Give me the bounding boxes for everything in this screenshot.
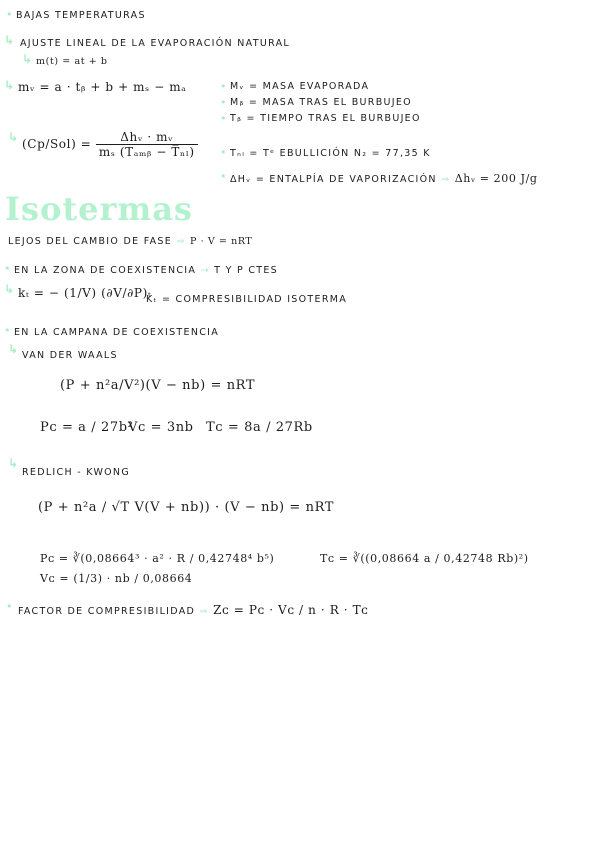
heat-capacity-denominator: mₛ (Tₐₘᵦ − T̅ₙₗ) — [98, 145, 195, 159]
bullet-dot: • — [6, 600, 13, 613]
equation-evaporated-mass: mᵥ = a · tᵦ + b + mₛ − mₐ — [18, 80, 187, 94]
compressibility-factor-equation: Zᴄ = Pᴄ · Vᴄ / n · R · Tᴄ — [213, 603, 369, 617]
line-far-from-phase-change — [8, 236, 252, 247]
bullet-dot: • — [4, 324, 11, 337]
bullet-dot: • — [4, 262, 11, 275]
critical-temp-rk: Tᴄ = ∛((0,08664 a / 0,42748 Rb)²) — [320, 552, 529, 565]
equation-linear-fit: m(t) = at + b — [36, 56, 108, 67]
far-phase-label: LEJOS DEL CAMBIO DE FASE — [8, 236, 173, 247]
arrow-icon: ↳ — [4, 33, 15, 47]
definition-boiling-temp: Tₙₗ = Tᵉ EBULLICIÓN N₂ = 77,35 K — [230, 148, 431, 159]
definition-enthalpy — [230, 172, 538, 185]
arrow-icon: ↳ — [4, 282, 15, 296]
equation-heat-capacity: (Cp/Sol) = $\frac{\text{Δhᵥ · mᵥ}}{\text{mₛ (Tₐₘᵦ − T̅ₙₗ)}}$ — [22, 130, 198, 159]
line-bajas-temperaturas: BAJAS TEMPERATURAS — [16, 10, 146, 21]
critical-pressure-rk: Pᴄ = ∛(0,08664³ · a² · R / 0,42748⁴ b⁵) — [40, 552, 275, 565]
bullet-dot: • — [220, 96, 227, 109]
arrow-icon: ↳ — [8, 456, 19, 470]
arrow-icon: ⇒ — [199, 606, 214, 617]
bullet-dot: • — [220, 80, 227, 93]
arrow-icon: ↳ — [8, 130, 19, 144]
heat-capacity-lhs: (Cp/Sol) — [22, 137, 77, 151]
arrow-icon: ↳ — [8, 342, 19, 356]
definition-compressibility: Kₜ = COMPRESIBILIDAD ISOTERMA — [146, 294, 348, 305]
definition-tb: Tᵦ = TIEMPO TRAS EL BURBUJEO — [230, 113, 421, 124]
line-coexistence-zone — [14, 265, 278, 276]
constants-label: T Y P CTES — [214, 265, 279, 276]
equation-redlich-kwong: (P + n²a / √T V(V + nb)) · (V − nb) = nRT — [38, 500, 335, 515]
enthalpy-label: ΔHᵥ = ENTALPÍA DE VAPORIZACIÓN — [230, 174, 437, 185]
critical-volume-vdw: Vᴄ = 3nb — [128, 420, 194, 435]
bullet-dot: • — [6, 8, 13, 21]
arrow-icon: ⇒ — [176, 236, 190, 247]
line-coexistence-dome: EN LA CAMPANA DE COEXISTENCIA — [14, 327, 220, 338]
critical-pressure-vdw: Pᴄ = a / 27b² — [40, 420, 134, 435]
arrow-icon: ⇒ — [441, 174, 455, 185]
coexistence-label: EN LA ZONA DE COEXISTENCIA — [14, 265, 197, 276]
arrow-icon: ↳ — [4, 78, 15, 92]
bullet-dot: • — [220, 146, 227, 159]
arrow-icon: → — [200, 265, 215, 276]
equation-compressibility: kₜ = − (1/V) (∂V/∂P)ₜ — [18, 286, 152, 300]
heading-redlich-kwong: REDLICH - KWONG — [22, 467, 130, 478]
bullet-dot: • — [220, 112, 227, 125]
critical-volume-rk: Vᴄ = (1/3) · nb / 0,08664 — [40, 572, 193, 585]
enthalpy-value: Δhᵥ = 200 J/g — [454, 172, 538, 185]
critical-temp-vdw: Tᴄ = 8a / 27Rb — [206, 420, 313, 435]
definition-mb: Mᵦ = MASA TRAS EL BURBUJEO — [230, 97, 412, 108]
line-ajuste-lineal: AJUSTE LINEAL DE LA EVAPORACIÓN NATURAL — [20, 38, 291, 49]
section-title: Isotermas — [5, 190, 193, 228]
ideal-gas-equation: P · V = nRT — [189, 236, 253, 247]
equation-van-der-waals: (P + n²a/V²)(V − nb) = nRT — [60, 378, 256, 393]
arrow-icon: ↳ — [22, 52, 33, 66]
line-compressibility-factor — [18, 603, 369, 617]
heat-capacity-fraction — [96, 130, 198, 159]
definition-mv: Mᵥ = MASA EVAPORADA — [230, 81, 370, 92]
heat-capacity-numerator: Δhᵥ · mᵥ — [96, 130, 198, 145]
compressibility-factor-label: FACTOR DE COMPRESIBILIDAD — [18, 606, 196, 617]
heading-van-der-waals: VAN DER WAALS — [22, 350, 118, 361]
bullet-dot: • — [220, 170, 227, 183]
